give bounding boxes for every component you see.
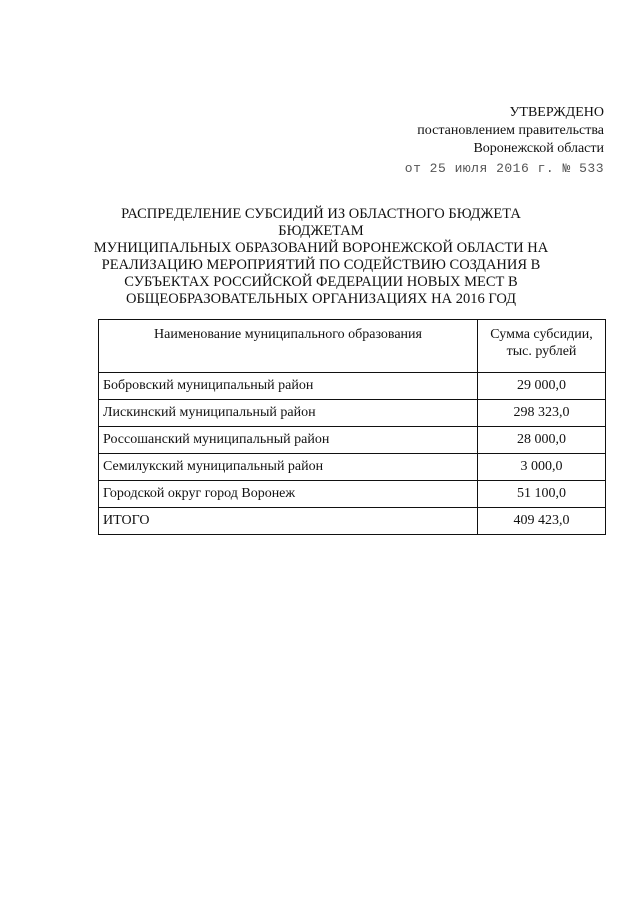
- total-amount: 409 423,0: [478, 508, 606, 535]
- table-total-row: [99, 508, 606, 535]
- row-name: Городской округ город Воронеж: [99, 481, 478, 508]
- approval-line-2: Воронежской области: [473, 141, 604, 156]
- row-amount: 3 000,0: [478, 454, 606, 481]
- document-title: [90, 206, 552, 308]
- approval-line-1: постановлением правительства: [417, 123, 604, 138]
- title-line: СУБЪЕКТАХ РОССИЙСКОЙ ФЕДЕРАЦИИ НОВЫХ МЕСТ В: [124, 274, 518, 290]
- row-name: Семилукский муниципальный район: [99, 454, 478, 481]
- table-row: [99, 400, 606, 427]
- row-name: Бобровский муниципальный район: [99, 373, 478, 400]
- approval-date-stamp: от 25 июля 2016 г. № 533: [404, 161, 604, 176]
- approval-heading: УТВЕРЖДЕНО: [509, 105, 604, 120]
- column-header-amount-line-2: тыс. рублей: [506, 344, 577, 359]
- subsidy-table: [98, 319, 606, 535]
- row-amount: 298 323,0: [478, 400, 606, 427]
- row-name: Россошанский муниципальный район: [99, 427, 478, 454]
- column-header-amount: [478, 320, 606, 373]
- row-amount: 28 000,0: [478, 427, 606, 454]
- table-row: [99, 454, 606, 481]
- title-line: ОБЩЕОБРАЗОВАТЕЛЬНЫХ ОРГАНИЗАЦИЯХ НА 2016 ГОД: [125, 291, 517, 307]
- table-row: [99, 427, 606, 454]
- row-amount: 51 100,0: [478, 481, 606, 508]
- row-amount: 29 000,0: [478, 373, 606, 400]
- table-row: [99, 373, 606, 400]
- table-row: [99, 481, 606, 508]
- column-header-name: Наименование муниципального образования: [99, 320, 478, 373]
- title-line: МУНИЦИПАЛЬНЫХ ОБРАЗОВАНИЙ ВОРОНЕЖСКОЙ ОБЛАСТИ НА: [93, 240, 549, 256]
- title-line: РАСПРЕДЕЛЕНИЕ СУБСИДИЙ ИЗ ОБЛАСТНОГО БЮДЖЕТА БЮДЖЕТАМ: [121, 206, 521, 239]
- row-name: Лискинский муниципальный район: [99, 400, 478, 427]
- title-line: РЕАЛИЗАЦИЮ МЕРОПРИЯТИЙ ПО СОДЕЙСТВИЮ СОЗДАНИЯ В: [101, 257, 541, 273]
- column-header-amount-line-1: Сумма субсидии,: [490, 327, 593, 342]
- approval-block: [405, 104, 604, 178]
- total-label: ИТОГО: [99, 508, 478, 535]
- table-header-row: [99, 320, 606, 373]
